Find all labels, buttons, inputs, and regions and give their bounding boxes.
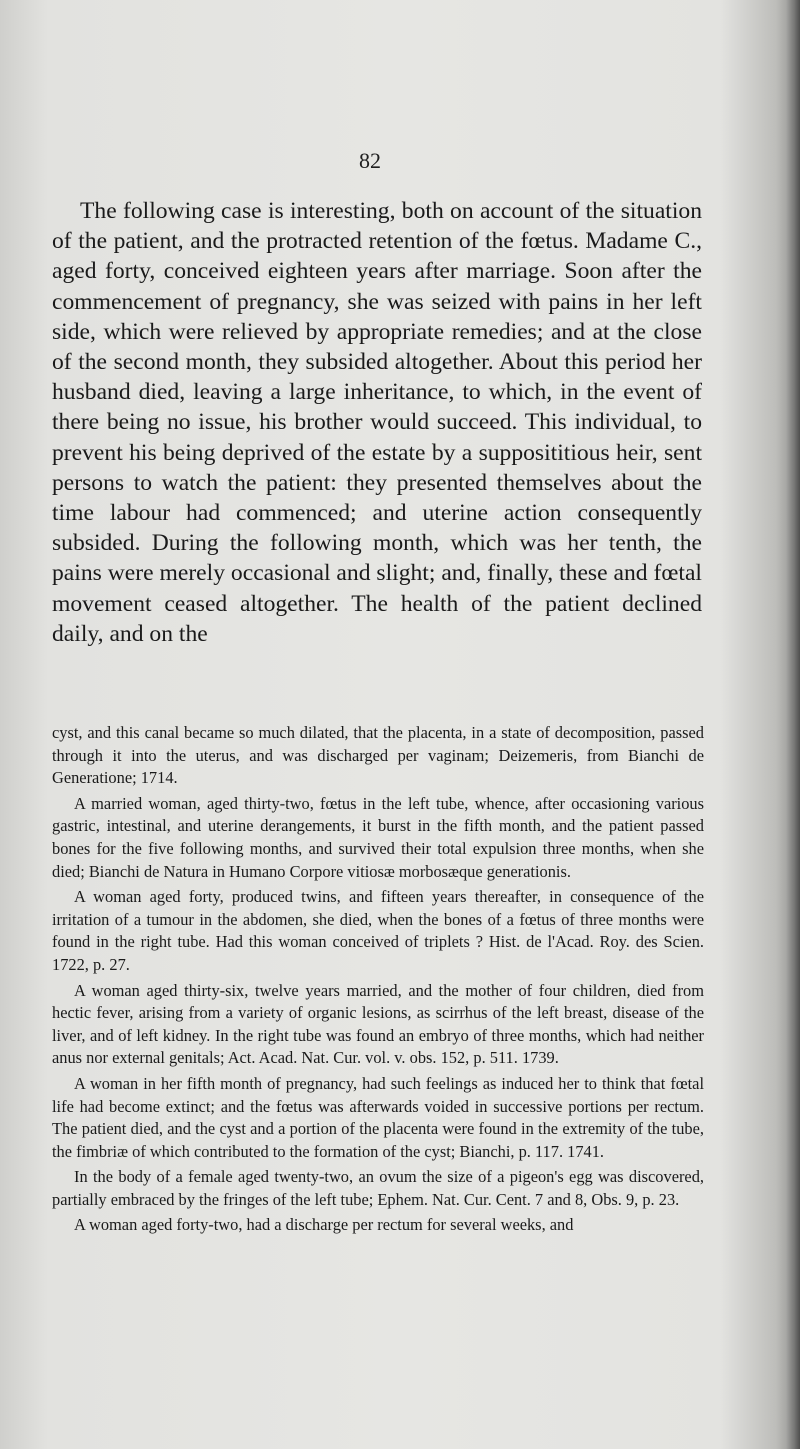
page-edge-shadow: [786, 0, 800, 1449]
footnote-case: A woman aged forty-two, had a discharge per rectum for several weeks, and: [74, 1215, 574, 1235]
footnotes: [52, 722, 704, 1240]
footnote-case: In the body of a female aged twenty-two, an ovum the size of a pigeon's egg was discovered, partially embraced by the fringes of the left tube; Ephem. Nat. Cur. Cent. 7 and 8, Obs. 9, p. 23.: [52, 1167, 704, 1209]
footnote-case: A woman in her fifth month of pregnancy, had such feelings as induced her to think that fœtal life had become extinct; and the fœtus was afterwards voided in successive portions per rectum. The patient died, and the cyst and a portion of the placenta were found in the extremity of the tube, the fimbriæ of which contributed to the formation of the cyst; Bianchi, p. 117. 1741.: [52, 1073, 704, 1161]
footnote-case: A woman aged thirty-six, twelve years married, and the mother of four children, died from hectic fever, arising from a variety of organic lesions, as scirrhus of the left breast, disease of the liver, and of left kidney. In the right tube was found an embryo of three months, which had neither anus nor external genitals; Act. Acad. Nat. Cur. vol. v. obs. 152, p. 511. 1739.: [52, 980, 704, 1068]
footnote-case: A woman aged forty, produced twins, and fifteen years thereafter, in consequence of the irritation of a tumour in the abdomen, she died, when the bones of a fœtus of three months were found in the right tube. Had this woman conceived of triplets ? Hist. de l'Acad. Roy. des Scien. 1722, p. 27.: [52, 887, 704, 974]
main-paragraph: [52, 196, 702, 649]
page-number: 82: [359, 148, 381, 173]
main-paragraph-text: The following case is interesting, both on account of the situation of the patient, and the protracted retention of the fœtus. Madame C., aged forty, conceived eighteen years after marriage. Soon after the commencement of pregnancy, she was seized with pains in her left side, which were relieved by appropriate remedies; and at the close of the second month, they subsided altogether. About this period her husband died, leaving a large inheritance, to which, in the event of there being no issue, his brother would succeed. This individual, to prevent his being deprived of the estate by a supposititious heir, sent persons to watch the patient: they presented themselves about the time labour had commenced; and uterine action consequently subsided. During the following month, which was her tenth, the pains were merely occasional and slight; and, finally, these and fœtal movement ceased altogether. The health of the patient declined daily, and on the: [52, 198, 702, 647]
footnote-case: A married woman, aged thirty-two, fœtus in the left tube, whence, after occasioning various gastric, intestinal, and uterine derangements, it burst in the fifth month, and the patient passed bones for the five following months, and survived their total expulsion three months, when she died; Bianchi de Natura in Humano Corpore vitiosæ morbosæque generationis.: [52, 793, 704, 881]
footnote-continuation: cyst, and this canal became so much dilated, that the placenta, in a state of decomposition, passed through it into the uterus, and was discharged per vaginam; Deizemeris, from Bianchi de Generatione; 1714.: [52, 723, 704, 788]
